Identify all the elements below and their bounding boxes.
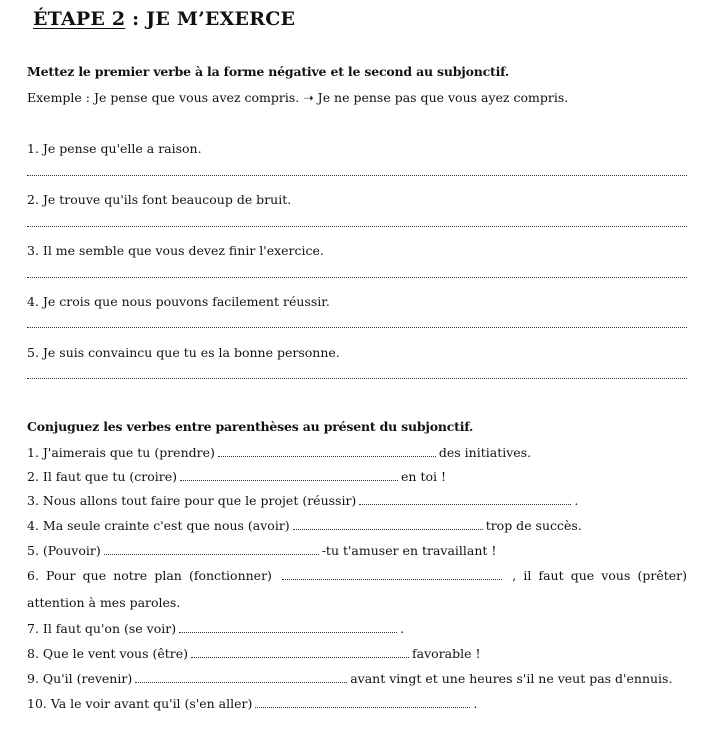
- item-text-before: 4. Ma seule crainte c'est que nous (avoir): [27, 518, 290, 533]
- blank-field[interactable]: [282, 569, 502, 580]
- answer-line[interactable]: [27, 277, 687, 278]
- page-title: [33, 8, 295, 30]
- blank-field[interactable]: [255, 697, 470, 708]
- blank-field[interactable]: [359, 494, 571, 505]
- item-text-before: 10. Va le voir avant qu'il (s'en aller): [27, 696, 253, 711]
- item-text-after: favorable !: [412, 646, 481, 661]
- conjugation-item: [27, 646, 481, 661]
- item-text-before: 1. J'aimerais que tu (prendre): [27, 445, 215, 460]
- exercise-item: 4. Je crois que nous pouvons facilement réussir.: [27, 294, 330, 309]
- blank-field[interactable]: [293, 519, 483, 530]
- item-text-after: .: [473, 696, 478, 711]
- blank-field[interactable]: [191, 647, 409, 658]
- answer-line[interactable]: [27, 175, 687, 176]
- blank-field[interactable]: [180, 470, 398, 481]
- section1-example: Exemple : Je pense que vous avez compris. ➝ Je ne pense pas que vous ayez compris.: [27, 90, 569, 105]
- section1-heading: Mettez le premier verbe à la forme négative et le second au subjonctif.: [27, 64, 510, 79]
- item-continuation: attention à mes paroles.: [27, 595, 181, 610]
- blank-field[interactable]: [218, 446, 436, 457]
- item-text-after: .: [400, 621, 405, 636]
- item-text-after: avant vingt et une heures s'il ne veut pas d'ennuis.: [350, 671, 673, 686]
- blank-field[interactable]: [135, 672, 347, 683]
- exercise-item: 1. Je pense qu'elle a raison.: [27, 141, 202, 156]
- item-text-before: 6. Pour que notre plan (fonctionner): [27, 568, 272, 583]
- title-step: ÉTAPE 2: [33, 8, 126, 30]
- conjugation-item: [27, 543, 496, 558]
- section2-heading: Conjuguez les verbes entre parenthèses au présent du subjonctif.: [27, 419, 474, 434]
- answer-line[interactable]: [27, 378, 687, 379]
- conjugation-item-multiline: [27, 565, 687, 587]
- answer-line[interactable]: [27, 327, 687, 328]
- item-text-before: 3. Nous allons tout faire pour que le projet (réussir): [27, 493, 357, 508]
- title-label: : JE M’EXERCE: [125, 8, 296, 30]
- conjugation-item: [27, 445, 531, 460]
- item-text-before: 2. Il faut que tu (croire): [27, 469, 178, 484]
- item-text-before: 5. (Pouvoir): [27, 543, 101, 558]
- item-text-after: , il faut que vous (prêter): [512, 568, 688, 583]
- conjugation-item: [27, 518, 582, 533]
- item-text-after: .: [574, 493, 579, 508]
- item-text-before: 8. Que le vent vous (être): [27, 646, 189, 661]
- item-text-after: en toi !: [401, 469, 446, 484]
- exercise-item: 5. Je suis convaincu que tu es la bonne personne.: [27, 345, 340, 360]
- exercise-item: 3. Il me semble que vous devez finir l'exercice.: [27, 243, 324, 258]
- conjugation-item: [27, 696, 477, 711]
- item-text-before: 7. Il faut qu'on (se voir): [27, 621, 177, 636]
- item-text-after: -tu t'amuser en travaillant !: [321, 543, 497, 558]
- blank-field[interactable]: [179, 622, 397, 633]
- conjugation-item: [27, 493, 578, 508]
- exercise-item: 2. Je trouve qu'ils font beaucoup de bruit.: [27, 192, 292, 207]
- item-text-after: des initiatives.: [438, 445, 532, 460]
- conjugation-item: [27, 469, 446, 484]
- conjugation-item: [27, 621, 404, 636]
- item-text-before: 9. Qu'il (revenir): [27, 671, 133, 686]
- conjugation-item: [27, 671, 672, 686]
- item-text-after: trop de succès.: [485, 518, 582, 533]
- blank-field[interactable]: [104, 544, 319, 555]
- answer-line[interactable]: [27, 226, 687, 227]
